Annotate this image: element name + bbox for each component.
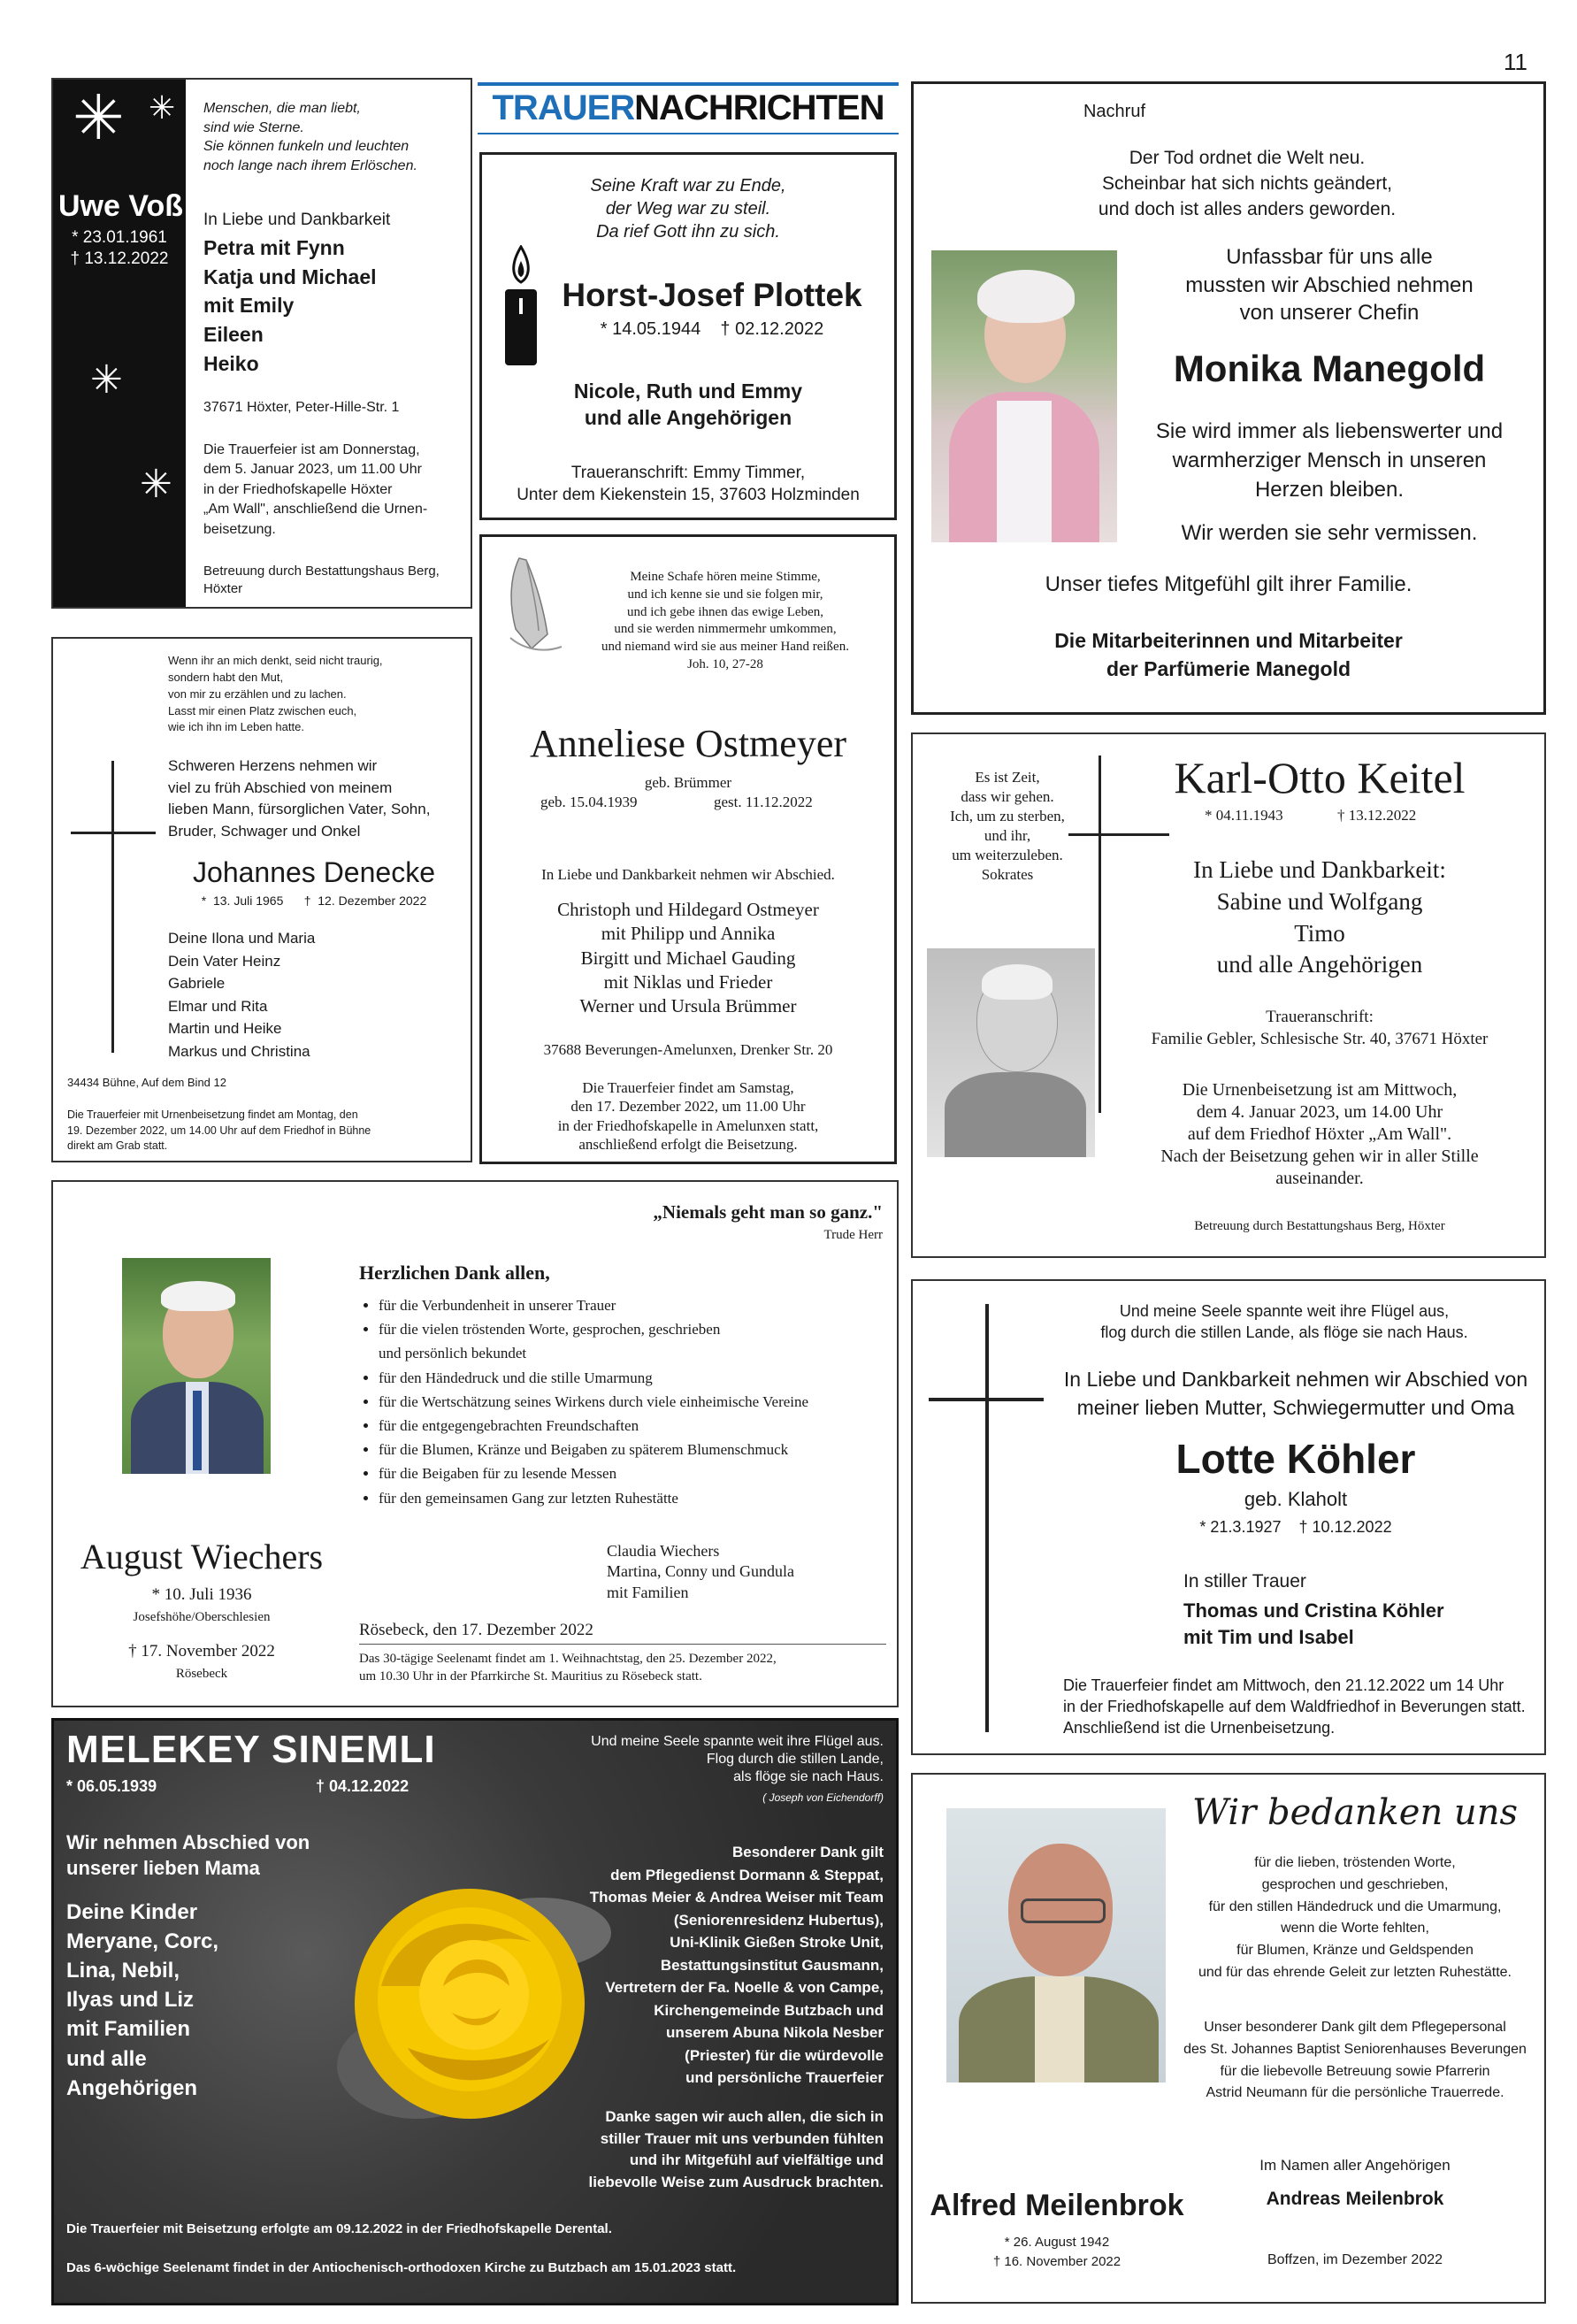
list-item: • für die vielen tröstenden Worte, gesprochen, geschrieben und persönlich bekundet — [379, 1317, 899, 1365]
mass-info: Das 30-tägige Seelenamt findet am 1. Weihnachtstag, den 25. Dezember 2022, um 10.30 Uhr in der Pfarrkirche St. Mauritius zu Rösebeck statt. — [359, 1652, 777, 1684]
header-rule-bottom — [478, 133, 899, 134]
family: Deine Kinder Meryane, Corc, Lina, Nebil, Ilyas und Liz mit Familien und alle Angehörigen — [66, 1900, 219, 2100]
notice-uwe-voss — [51, 78, 472, 609]
intro: In Liebe und Dankbarkeit — [203, 211, 391, 229]
heading: Nachruf — [1083, 102, 1146, 121]
poem: Menschen, die man liebt, sind wie Sterne. Sie können funkeln und leuchten noch lange nach ihrem Erlöschen. — [203, 101, 417, 173]
poem: Seine Kraft war zu Ende, der Weg war zu steil. Da rief Gott ihn zu sich. — [590, 176, 786, 242]
deathplace: Rösebeck — [175, 1667, 228, 1681]
deceased-name: Monika Manegold — [1173, 348, 1486, 389]
cross-vertical — [985, 1304, 989, 1732]
deceased-name: Karl-Otto Keitel — [1174, 753, 1466, 802]
death-date: † 16. November 2022 — [992, 2254, 1122, 2269]
service-info: Die Trauerfeier mit Beisetzung erfolgte am 09.12.2022 in der Friedhofskapelle Derental. — [66, 2221, 612, 2236]
portrait-photo — [122, 1258, 271, 1474]
header-rule-top — [478, 82, 899, 86]
service-info: Die Trauerfeier findet am Samstag, den 17. Dezember 2022, um 11.00 Uhr in der Friedhofskapelle in Amelunxen statt, anschließend erfolgt die Beisetzung. — [557, 1079, 819, 1153]
death-date: † 17. November 2022 — [128, 1642, 275, 1661]
birth-date: * 26. August 1942 — [1004, 2235, 1110, 2250]
thanks-text: für die lieben, tröstenden Worte, gesprochen und geschrieben, für den stillen Händedruck und die Umarmung, wenn die Worte fehlten, für Blumen, Kränze und Geldspenden und für das ehrende Geleit zur letzten Ruhestätte. — [1198, 1855, 1512, 1980]
section-title — [478, 88, 899, 128]
portrait-photo — [927, 948, 1095, 1157]
maiden-name: geb. Brümmer — [644, 774, 732, 791]
family: Sabine und Wolfgang Timo und alle Angehörigen — [1216, 888, 1423, 978]
divider — [359, 1644, 886, 1645]
birth-date: * 23.01.1961 — [72, 228, 167, 247]
list-item: • für die entgegengebrachten Freundschaften — [379, 1414, 899, 1438]
thanks: Besonderer Dank gilt dem Pflegedienst Dormann & Steppat, Thomas Meier & Andrea Weiser mit Team (Seniorenresidenz Hubertus), Uni-Klinik Gießen Stroke Unit, Bestattungsinstitut Gausmann, Vertretern der Fa. Noelle & von Campe, Kirchengemeinde Butzbach und unserem Abuna Nikola Nesber (Priester) für die würdevolle und persönliche Trauerfeier — [589, 1844, 884, 2086]
birthplace: Josefshöhe/Oberschlesien — [133, 1610, 271, 1624]
dates: * 14.05.1944 † 02.12.2022 — [600, 319, 824, 339]
mourning: In stiller Trauer — [1183, 1571, 1306, 1592]
section-title-part2: NACHRICHTEN — [634, 88, 884, 127]
notice-koehler — [911, 1279, 1546, 1755]
birth-date: * 06.05.1939 — [66, 1777, 157, 1795]
notice-manegold — [911, 81, 1546, 715]
praying-hands-icon — [493, 549, 567, 656]
intro: In Liebe und Dankbarkeit: — [1193, 856, 1446, 883]
intro: In Liebe und Dankbarkeit nehmen wir Abschied von meiner lieben Mutter, Schwiegermutter und Oma — [1063, 1368, 1528, 1419]
address: Traueranschrift: Emmy Timmer, Unter dem Kiekenstein 15, 37603 Holzminden — [517, 464, 860, 504]
list-item: • für die Blumen, Kränze und Beigaben zu späterem Blumenschmuck — [379, 1438, 899, 1461]
tribute: Sie wird immer als liebenswerter und warmherziger Mensch in unseren Herzen bleiben. — [1155, 419, 1504, 502]
star-icon: ✳ — [73, 83, 125, 152]
list-item: • für den Händedruck und die stille Umarmung — [379, 1366, 899, 1390]
signature-intro: Im Namen aller Angehörigen — [1259, 2157, 1451, 2174]
miss-text: Wir werden sie sehr vermissen. — [1181, 521, 1478, 545]
star-icon: ✳ — [90, 358, 123, 402]
farewell: Wir nehmen Abschied von unserer lieben Mama — [66, 1831, 310, 1879]
service-info: Die Trauerfeier findet am Mittwoch, den 21.12.2022 um 14 Uhr in der Friedhofskapelle auf dem Waldfriedhof in Beverungen statt. Anschließend ist die Urnenbeisetzung. — [1063, 1676, 1526, 1737]
list-item: • für die Verbundenheit in unserer Trauer — [379, 1293, 899, 1317]
notice-meilenbrok — [911, 1773, 1546, 2304]
address: 37688 Beverungen-Amelunxen, Drenker Str. 20 — [543, 1041, 833, 1058]
heading: Wir bedanken uns — [1192, 1792, 1518, 1833]
notice-wiechers — [51, 1180, 899, 1707]
family: Claudia Wiechers Martina, Conny und Gundula mit Familien — [607, 1542, 794, 1601]
list-item: • für die Wertschätzung seines Wirkens durch viele einheimische Vereine — [379, 1390, 899, 1414]
deceased-name: Lotte Köhler — [1175, 1436, 1416, 1482]
poem: Und meine Seele spannte weit ihre Flügel aus, flog durch die stillen Lande, als flöge sie nach Haus. — [1100, 1302, 1468, 1342]
portrait-photo — [946, 1808, 1166, 2082]
cross-vertical — [111, 761, 114, 1053]
notice-sinemli — [51, 1718, 899, 2305]
intro: Unfassbar für uns alle mussten wir Abschied nehmen von unserer Chefin — [1185, 245, 1474, 326]
service-info: Die Trauerfeier ist am Donnerstag, dem 5. Januar 2023, um 11.00 Uhr in der Friedhofskapelle Höxter „Am Wall", anschließend die Urnen- beisetzung. — [203, 442, 428, 537]
poem: Es ist Zeit, dass wir gehen. Ich, um zu sterben, und ihr, um weiterzuleben. Sokrates — [950, 769, 1065, 884]
family: Thomas und Cristina Köhler mit Tim und Isabel — [1183, 1599, 1444, 1648]
service-info: Die Trauerfeier mit Urnenbeisetzung findet am Montag, den 19. Dezember 2022, um 14.00 Uhr auf dem Friedhof in Bühne direkt am Grab statt. — [67, 1108, 371, 1152]
portrait-photo — [931, 250, 1117, 542]
intro: In Liebe und Dankbarkeit nehmen wir Abschied. — [541, 866, 835, 883]
care-info: Betreuung durch Bestattungshaus Berg, Höxter — [1194, 1219, 1445, 1233]
family: Petra mit Fynn Katja und Michael mit Emily Eileen Heiko — [203, 236, 377, 375]
signature: Andreas Meilenbrok — [1266, 2189, 1444, 2209]
address: Traueranschrift: Familie Gebler, Schlesische Str. 40, 37671 Höxter — [1151, 1008, 1489, 1048]
address: 37671 Höxter, Peter-Hille-Str. 1 — [203, 400, 400, 415]
maiden-name: geb. Klaholt — [1244, 1488, 1348, 1510]
section-title-part1: TRAUER — [492, 88, 635, 127]
birth-date: geb. 15.04.1939 — [540, 794, 638, 810]
page-number: 11 — [1504, 49, 1527, 75]
death-date: † 04.12.2022 — [316, 1777, 410, 1795]
family: Deine Ilona und Maria Dein Vater Heinz Gabriele Elmar und Rita Martin und Heike Markus und Christina — [168, 930, 316, 1060]
family: Christoph und Hildegard Ostmeyer mit Philipp und Annika Birgitt und Michael Gauding mit Niklas und Frieder Werner und Ursula Brümmer — [557, 899, 819, 1017]
list-item: • für den gemeinsamen Gang zur letzten Ruhestätte — [379, 1486, 899, 1510]
star-icon: ✳ — [149, 89, 176, 126]
mass-info: Das 6-wöchige Seelenamt findet in der Antiochenisch-orthodoxen Kirche zu Butzbach am 15.01.2023 statt. — [66, 2260, 737, 2275]
list-item: • für die Beigaben für zu lesende Messen — [379, 1461, 899, 1485]
care-info: Betreuung durch Bestattungshaus Berg, Höxter — [203, 564, 440, 596]
notice-plottek — [479, 152, 897, 520]
birth-date: * 04.11.1943 — [1205, 807, 1283, 824]
cross-horizontal — [71, 832, 156, 834]
place-date: Boffzen, im Dezember 2022 — [1267, 2252, 1443, 2267]
quote-author: Trude Herr — [823, 1228, 883, 1242]
deceased-name: Anneliese Ostmeyer — [530, 722, 846, 765]
thanks-heading: Herzlichen Dank allen, — [359, 1262, 550, 1284]
thanks-closing: Danke sagen wir auch allen, die sich in stiller Trauer mit uns verbunden fühlten und ihr Mitgefühl auf vielfältige und liebevolle Weise zum Ausdruck brachten. — [588, 2108, 884, 2190]
deceased-name: Alfred Meilenbrok — [930, 2189, 1184, 2222]
notice-ostmeyer — [479, 534, 897, 1164]
deceased-name: Johannes Denecke — [193, 856, 435, 888]
death-date: † 13.12.2022 — [1337, 807, 1417, 824]
service-info: Die Urnenbeisetzung ist am Mittwoch, dem 4. Januar 2023, um 14.00 Uhr auf dem Friedhof Höxter „Am Wall". Nach der Beisetzung gehen wir in aller Stille auseinander. — [1160, 1080, 1479, 1188]
cross-horizontal — [1068, 833, 1169, 836]
death-date: gest. 11.12.2022 — [714, 794, 813, 810]
address: 34434 Bühne, Auf dem Bind 12 — [67, 1076, 226, 1089]
poem: Wenn ihr an mich denkt, seid nicht traurig, sondern habt den Mut, von mir zu erzählen und zu lachen. Lasst mir einen Platz zwischen euch, wie ich ihn im Leben hatte. — [168, 654, 383, 734]
dates: * 13. Juli 1965 † 12. Dezember 2022 — [201, 894, 427, 908]
deceased-name: Horst-Josef Plottek — [562, 277, 862, 313]
sympathy: Unser tiefes Mitgefühl gilt ihrer Familie. — [1045, 572, 1412, 596]
deceased-name: August Wiechers — [80, 1537, 324, 1576]
quote: „Niemals geht man so ganz." — [653, 1201, 883, 1223]
poem: Der Tod ordnet die Welt neu. Scheinbar hat sich nichts geändert, und doch ist alles anders geworden. — [1098, 148, 1397, 219]
black-panel — [53, 80, 186, 607]
rose-image — [319, 1853, 620, 2145]
poem: Meine Schafe hören meine Stimme, und ich kenne sie und sie folgen mir, und ich gebe ihnen das ewige Leben, und sie werden nimmermehr umkommen, und niemand wird sie aus meiner Hand reißen. Joh. 10, 27-28 — [601, 570, 849, 671]
thanks-list — [359, 1293, 899, 1510]
dates: * 21.3.1927 † 10.12.2022 — [1199, 1518, 1392, 1536]
signature: Die Mitarbeiterinnen und Mitarbeiter der Parfümerie Manegold — [1054, 629, 1403, 680]
star-icon: ✳ — [140, 463, 172, 506]
place-date: Rösebeck, den 17. Dezember 2022 — [359, 1621, 593, 1639]
deceased-name: Uwe Voß — [58, 189, 184, 223]
birth-date: * 10. Juli 1936 — [151, 1585, 252, 1604]
poem-author: ( Joseph von Eichendorff) — [762, 1791, 884, 1804]
cross-horizontal — [929, 1398, 1044, 1401]
poem: Und meine Seele spannte weit ihre Flügel aus. Flog durch die stillen Lande, als flöge sie nach Haus. — [591, 1734, 884, 1784]
intro: Schweren Herzens nehmen wir viel zu früh Abschied von meinem lieben Mann, fürsorglichen Vater, Sohn, Bruder, Schwager und Onkel — [168, 757, 431, 840]
notice-keitel — [911, 732, 1546, 1258]
deceased-name: MELEKEY SINEMLI — [66, 1728, 436, 1771]
death-date: † 13.12.2022 — [70, 249, 169, 268]
family: Nicole, Ruth und Emmy und alle Angehörigen — [573, 380, 803, 430]
notice-denecke — [51, 637, 472, 1162]
special-thanks: Unser besonderer Dank gilt dem Pflegepersonal des St. Johannes Baptist Seniorenhauses Beverungen für die liebevolle Betreuung sowie Pfarrerin Astrid Neumann für die persönliche Trauerrede. — [1183, 2020, 1527, 2101]
